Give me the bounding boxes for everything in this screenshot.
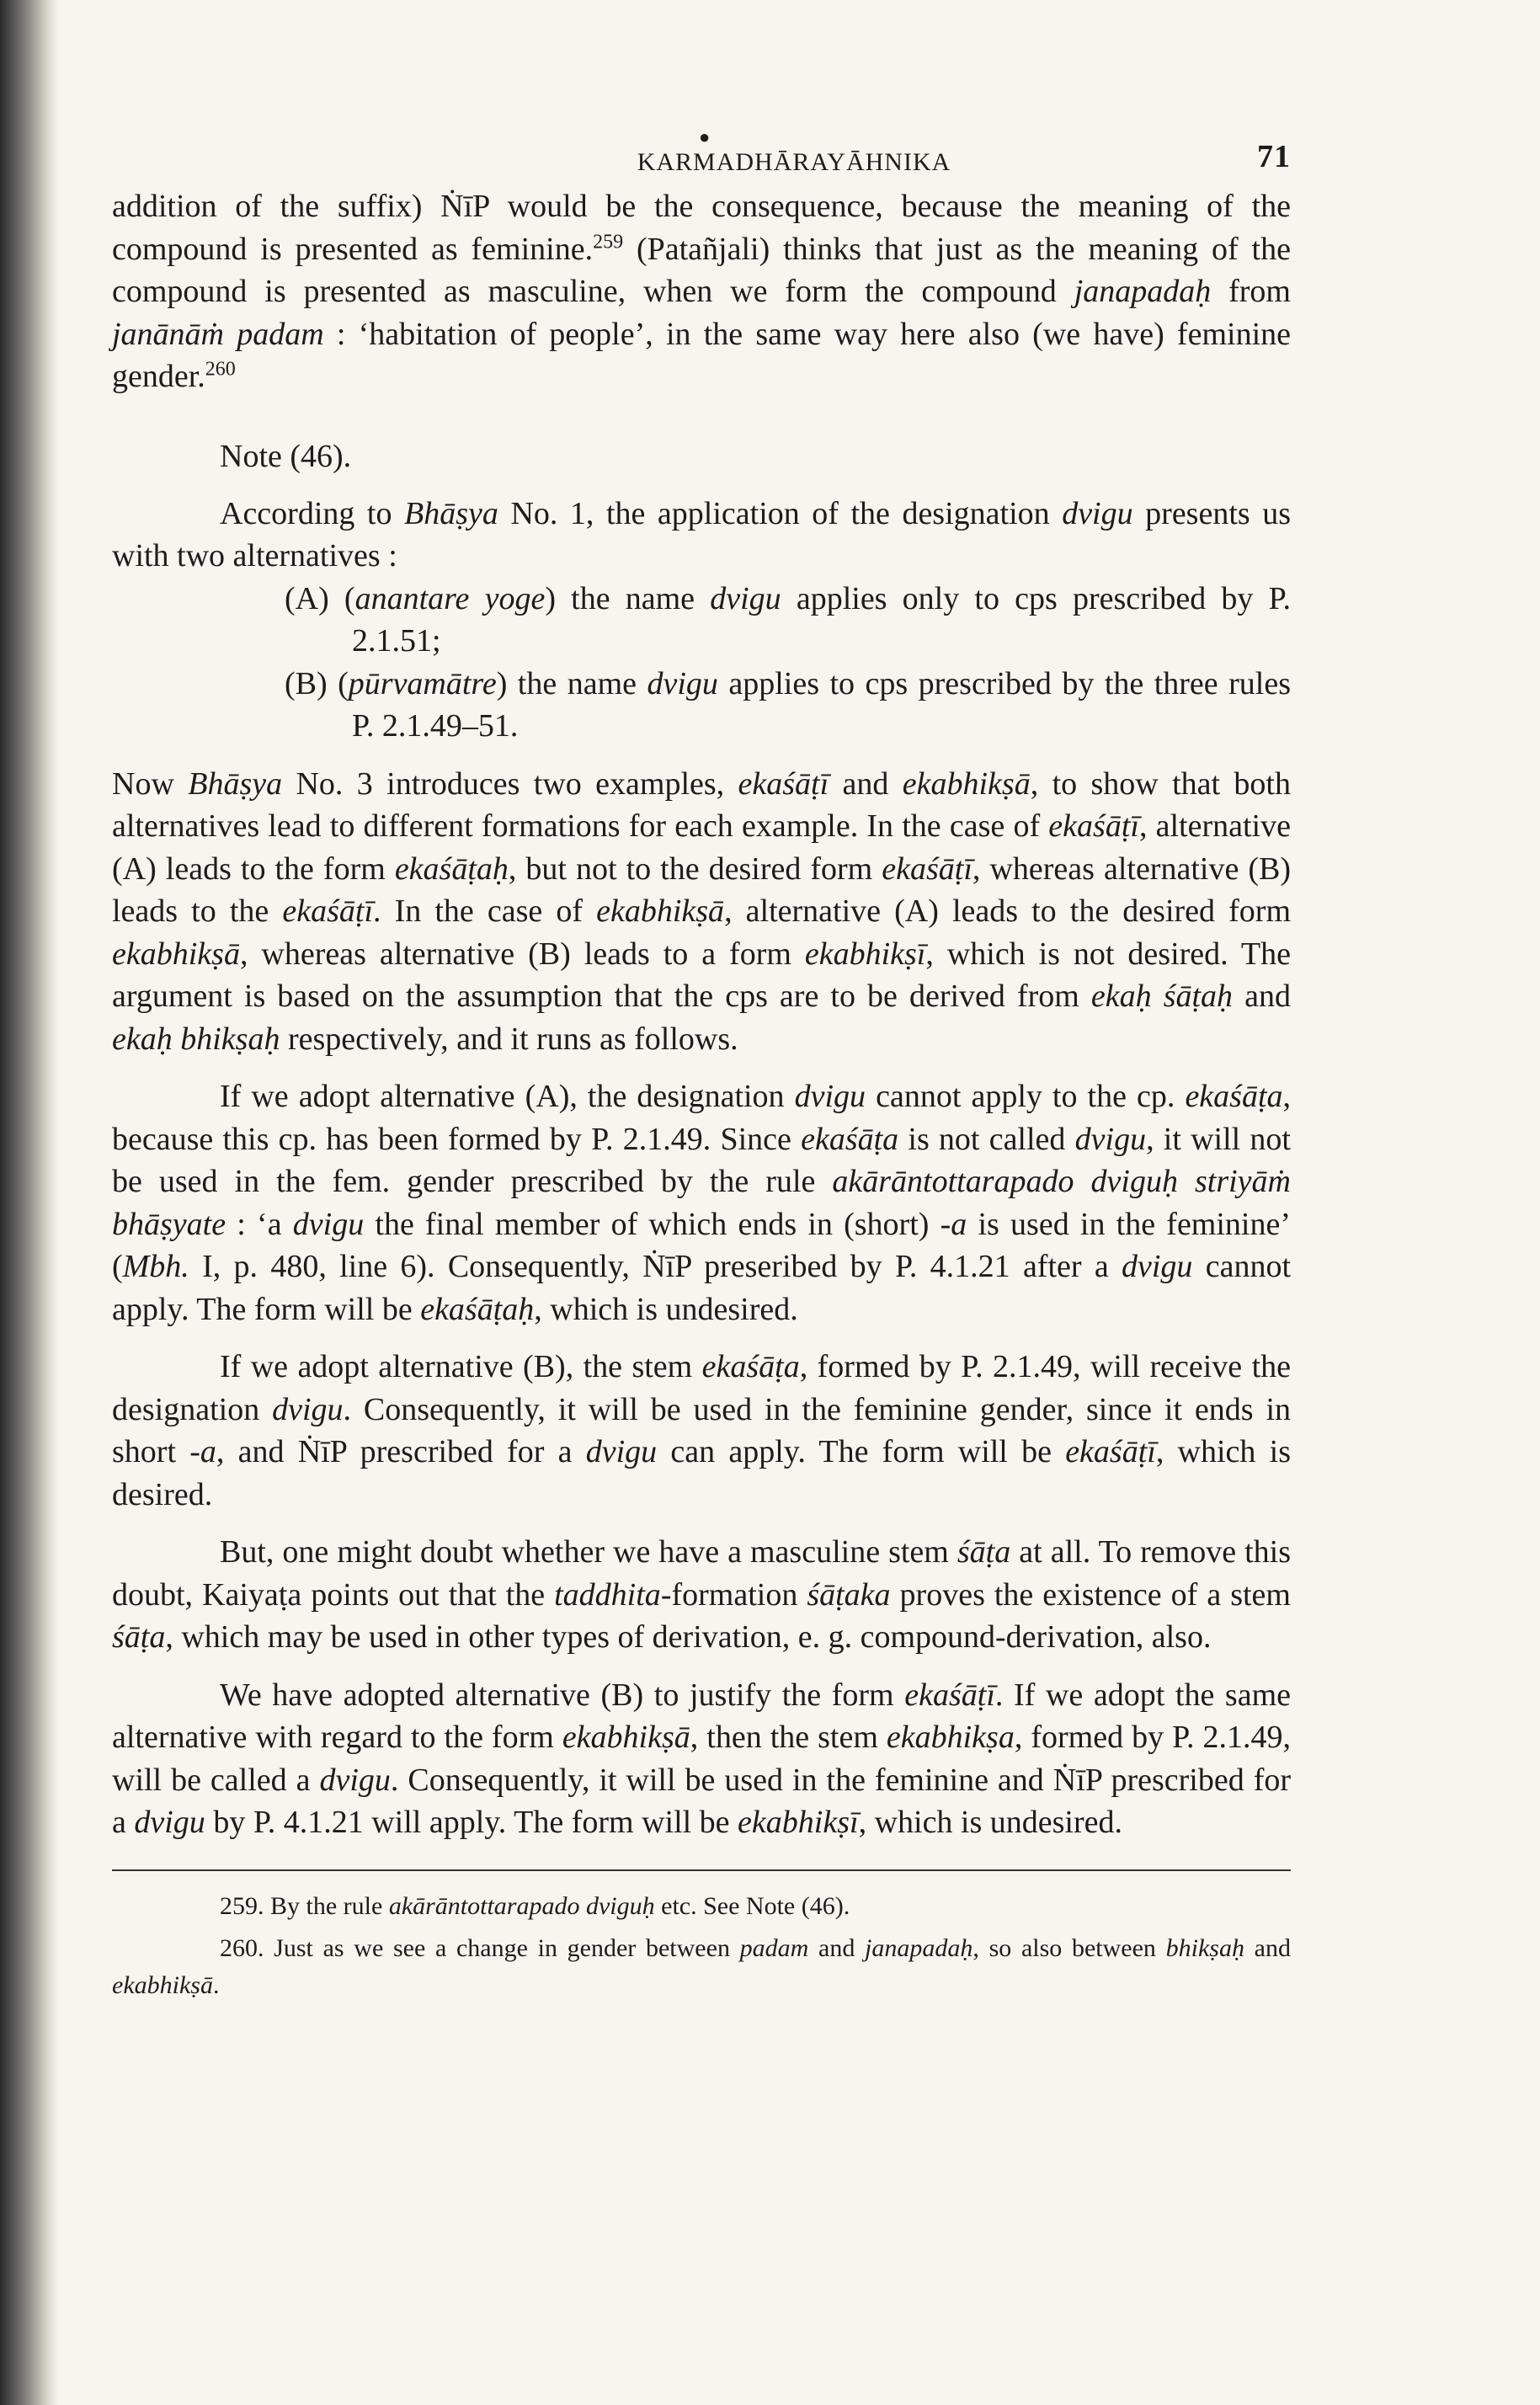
paragraph-3 — [112, 763, 1291, 1061]
page — [112, 126, 1291, 2004]
footnote-260-text: Just as we see a change in gender between padam and janapadaḥ, so also between bhikṣaḥ and ekabhikṣā. — [112, 1933, 1291, 1999]
paragraph-4 — [112, 1075, 1291, 1330]
running-header — [112, 126, 1291, 185]
paragraph-1 — [112, 185, 1291, 398]
footnote-259-num: 259. — [220, 1891, 264, 1920]
paragraph-7 — [112, 1674, 1291, 1844]
footnote-259 — [112, 1888, 1291, 1925]
alternative-a — [285, 578, 1291, 663]
paragraph-2 — [112, 493, 1291, 578]
paragraph-3-text: Now Bhāṣya No. 3 introduces two examples, ekaśāṭī and ekabhikṣā, to show that both alternatives lead to different formations for each example. In the case of ekaśāṭī, alternative (A) leads to the form ekaśāṭaḥ, but not to the desired form ekaśāṭī, whereas alternative (B) leads to the ekaśāṭī. In the case of ekabhikṣā, alternative (A) leads to the desired form ekabhikṣā, whereas alternative (B) leads to a form ekabhikṣī, which is not desired. The argument is based on the assumption that the cps are to be derived from ekaḥ śāṭaḥ and ekaḥ bhikṣaḥ respectively, and it runs as follows. — [112, 765, 1291, 1057]
ornament-mark: ● — [699, 126, 711, 147]
paragraph-4-text: If we adopt alternative (A), the designation dvigu cannot apply to the cp. ekaśāṭa, because this cp. has been formed by P. 2.1.49. Since ekaśāṭa is not called dvigu, it will not be used in the fem. gender prescribed by the rule akārāntottarapado dviguḥ striyāṁ bhāṣyate : ‘a dvigu the final member of which ends in (short) -a is used in the feminine’ (Mbh. I, p. 480, line 6). Consequently, ṄīP preseribed by P. 4.1.21 after a dvigu cannot apply. The form will be ekaśāṭaḥ, which is undesired. — [112, 1079, 1292, 1327]
paragraph-6 — [112, 1531, 1291, 1659]
paragraph-5 — [112, 1346, 1291, 1516]
running-title: KARMADHĀRAYĀHNIKA — [637, 148, 951, 176]
paragraph-7-text: We have adopted alternative (B) to justify the form ekaśāṭī. If we adopt the same alternative with regard to the form ekabhikṣā, then the stem ekabhikṣa, formed by P. 2.1.49, will be called a dvigu. Consequently, it will be used in the feminine and ṄīP prescribed for a dvigu by P. 4.1.21 will apply. The form will be ekabhikṣī, which is undesired. — [112, 1677, 1292, 1840]
paragraph-1-text: addition of the suffix) ṄīP would be the consequence, because the meaning of the compound is presented as feminine.$^{259}$ (Patañjali) thinks that just as the meaning of the compound is presented as masculine, when we form the compound janapadaḥ from janānāṁ padam : ‘habitation of people’, in the same way here also (we have) feminine gender.$^{260}$ — [112, 189, 1291, 394]
alternative-a-text: (A) (anantare yoge) the name dvigu applies only to cps prescribed by P. 2.1.51; — [285, 580, 1291, 659]
footnote-259-text: By the rule akārāntottarapado dviguḥ etc. See Note (46). — [270, 1891, 850, 1920]
paragraph-2-text: According to Bhāṣya No. 1, the application of the designation dvigu presents us with two alternatives : — [112, 495, 1292, 573]
alternative-b-text: (B) (pūrvamātre) the name dvigu applies to cps prescribed by the three rules P. 2.1.49–51. — [285, 665, 1291, 744]
paragraph-5-text: If we adopt alternative (B), the stem ekaśāṭa, formed by P. 2.1.49, will receive the designation dvigu. Consequently, it will be used in the feminine gender, since it ends in short -a, and ṄīP prescribed for a dvigu can apply. The form will be ekaśāṭī, which is desired. — [112, 1349, 1291, 1512]
paragraph-6-text: But, one might doubt whether we have a masculine stem śāṭa at all. To remove this doubt, Kaiyaṭa points out that the taddhita-formation śāṭaka proves the existence of a stem śāṭa, which may be used in other types of derivation, e. g. compound-derivation, also. — [112, 1534, 1292, 1655]
alternative-b — [285, 663, 1291, 748]
scan-binding-edge — [0, 0, 59, 2405]
note-heading: Note (46). — [220, 438, 352, 474]
footnote-rule — [112, 1869, 1291, 1871]
footnote-260 — [112, 1930, 1291, 2004]
page-number: 71 — [1257, 139, 1291, 174]
footnote-260-num: 260. — [220, 1933, 264, 1962]
